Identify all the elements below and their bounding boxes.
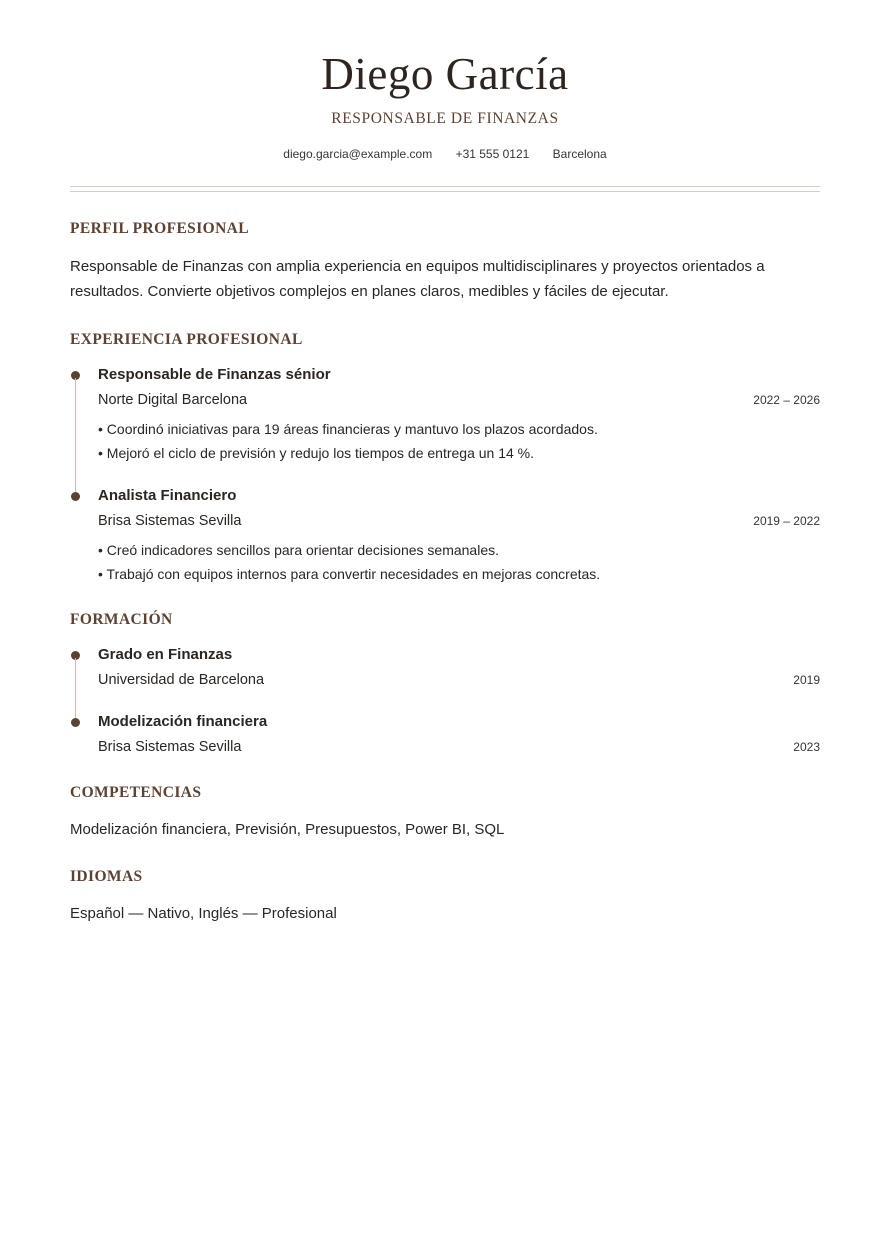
job-meta (98, 512, 820, 530)
education-meta (98, 671, 820, 689)
timeline-dot (71, 718, 80, 727)
contact-info (70, 147, 820, 161)
experience-entry (70, 366, 820, 487)
education-entry (70, 713, 820, 756)
section-title-education: FORMACIÓN (70, 611, 173, 628)
job-bullet: • Creó indicadores sencillos para orientar decisiones semanales. (98, 542, 499, 558)
job-bullet: • Trabajó con equipos internos para convertir necesidades en mejoras concretas. (98, 565, 601, 582)
contact-phone[interactable]: +31 555 0121 (455, 147, 530, 161)
job-bullets (98, 418, 820, 465)
section-title-languages: IDIOMAS (70, 868, 143, 885)
education-year: 2019 (793, 673, 820, 687)
education-section (70, 611, 820, 756)
job-dates: 2022 – 2026 (753, 393, 820, 407)
job-dates: 2019 – 2022 (753, 514, 820, 528)
job-bullet: • Mejoró el ciclo de previsión y redujo los tiempos de entrega un 14 %. (98, 444, 535, 461)
education-entry (70, 646, 820, 713)
job-title: Responsable de Finanzas sénior (98, 366, 331, 383)
timeline-dot (71, 492, 80, 501)
education-timeline (70, 646, 820, 756)
profile-text: Responsable de Finanzas con amplia experiencia en equipos multidisciplinares y proyectos orientados a resultados. Convierte objetivos complejos en planes claros, medibles y fáciles de ejecutar. (70, 258, 765, 300)
contact-email[interactable]: diego.garcia@example.com (283, 147, 433, 161)
institution-name: Brisa Sistemas Sevilla (98, 739, 242, 755)
company-name: Norte Digital Barcelona (98, 392, 248, 408)
candidate-name: Diego García (321, 49, 569, 99)
experience-timeline (70, 366, 820, 586)
education-meta (98, 738, 820, 756)
degree-title: Grado en Finanzas (98, 646, 233, 663)
section-title-skills: COMPETENCIAS (70, 784, 202, 801)
section-title-experience: EXPERIENCIA PROFESIONAL (70, 331, 303, 348)
languages-section (70, 868, 820, 926)
profile-section (70, 220, 820, 304)
job-meta (98, 391, 820, 409)
education-year: 2023 (793, 740, 820, 754)
job-title: Analista Financiero (98, 487, 237, 504)
candidate-role: RESPONSABLE DE FINANZAS (331, 110, 559, 127)
timeline-line (75, 378, 76, 494)
company-name: Brisa Sistemas Sevilla (98, 513, 242, 529)
job-bullet: • Coordinó iniciativas para 19 áreas financieras y mantuvo los plazos acordados. (98, 421, 598, 437)
degree-title: Modelización financiera (98, 713, 268, 730)
skills-section (70, 784, 820, 842)
languages-text: Español — Nativo, Inglés — Profesional (70, 905, 337, 922)
experience-entry (70, 487, 820, 586)
timeline-line (75, 658, 76, 720)
section-title-profile: PERFIL PROFESIONAL (70, 220, 250, 237)
resume-header (70, 0, 820, 161)
contact-city: Barcelona (552, 147, 607, 161)
job-bullets (98, 539, 820, 586)
header-divider (70, 186, 820, 192)
skills-text: Modelización financiera, Previsión, Presupuestos, Power BI, SQL (70, 821, 505, 838)
institution-name: Universidad de Barcelona (98, 672, 265, 688)
experience-section (70, 331, 820, 586)
